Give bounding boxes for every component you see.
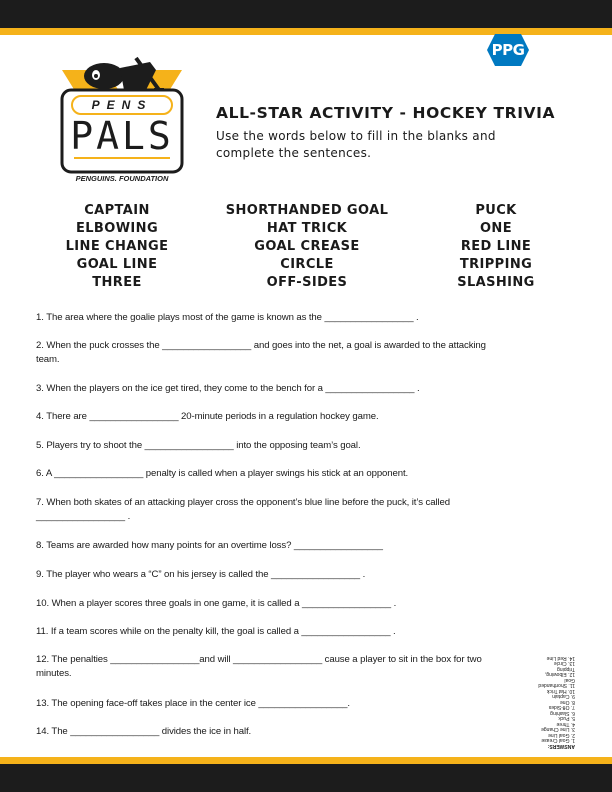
word-bank-item: OFF-SIDES — [266, 275, 348, 290]
question-7: 7. When both skates of an attacking player cross the opponent’s blue line before the puck, it’s called _________________ . — [36, 497, 450, 522]
answer-item: 5. Puck — [558, 715, 575, 722]
question-11: 11. If a team scores while on the penalty kill, the goal is called a _________________ . — [36, 626, 396, 637]
answer-item: 13. Circle — [553, 660, 575, 667]
answer-item: 1. Goal Crease — [541, 737, 575, 744]
word-bank-item: HAT TRICK — [266, 221, 348, 236]
question-5: 5. Players try to shoot the _________________ into the opposing team’s goal. — [36, 440, 361, 451]
question-8: 8. Teams are awarded how many points for an overtime loss? _________________ — [36, 540, 383, 551]
ppg-logo-text: PPG — [491, 41, 525, 59]
word-bank-item: CAPTAIN — [84, 203, 150, 218]
logo-pals-text: PALS — [70, 114, 174, 158]
word-bank-item: THREE — [92, 275, 142, 290]
word-bank-column-1 — [52, 202, 182, 292]
pens-pals-logo — [58, 54, 186, 188]
word-bank-column-3 — [446, 202, 546, 292]
answer-item: 14. Red Line — [546, 655, 575, 661]
answer-item: 11. Shorthanded Goal — [538, 677, 575, 689]
word-bank-item: SHORTHANDED GOAL — [225, 203, 389, 218]
footer-bar — [0, 764, 612, 792]
word-bank-item: GOAL CREASE — [254, 239, 360, 254]
answer-item: 7. Off-Sides — [548, 704, 575, 711]
page-title: ALL-STAR ACTIVITY - HOCKEY TRIVIA — [216, 104, 556, 122]
word-bank-item: LINE CHANGE — [65, 239, 169, 254]
question-12: 12. The penalties _________________and will _________________ cause a player to sit in the box for two minutes. — [36, 654, 482, 679]
logo-pens-text: PENS — [91, 98, 153, 112]
answer-item: 9. Captain — [552, 693, 575, 700]
logo-foundation-text: PENGUINS. FOUNDATION — [75, 174, 169, 183]
answer-item: 6. Slashing — [550, 710, 575, 716]
question-1: 1. The area where the goalie plays most of the game is known as the _________________ . — [36, 312, 419, 323]
answer-item: 12. Elbowing, Tripping — [544, 666, 575, 678]
word-bank-item: SLASHING — [457, 275, 535, 290]
word-bank-item: CIRCLE — [280, 257, 334, 272]
question-6: 6. A _________________ penalty is called when a player swings his stick at an opponent. — [36, 468, 409, 479]
word-bank-item: TRIPPING — [459, 257, 533, 272]
question-10: 10. When a player scores three goals in one game, it is called a _________________ . — [36, 598, 397, 609]
page-subtitle: Use the words below to fill in the blanks and complete the sentences. — [216, 129, 496, 160]
word-bank-item: PUCK — [475, 203, 517, 218]
question-3: 3. When the players on the ice get tired, they come to the bench for a _________________ . — [36, 383, 420, 394]
word-bank-column-2 — [222, 202, 392, 292]
ppg-logo — [487, 34, 529, 66]
header-bar — [0, 0, 612, 28]
question-9: 9. The player who wears a “C” on his jersey is called the _________________ . — [36, 569, 366, 580]
word-bank-item: ELBOWING — [75, 221, 159, 236]
question-4: 4. There are _________________ 20-minute periods in a regulation hockey game. — [36, 411, 379, 422]
question-2: 2. When the puck crosses the _________________ and goes into the net, a goal is awarded to the attacking team. — [36, 340, 486, 365]
question-13: 13. The opening face-off takes place in the center ice _________________. — [36, 698, 350, 709]
word-bank-item: ONE — [479, 221, 512, 236]
answer-key-title: ANSWERS: — [547, 743, 575, 749]
word-bank-item: GOAL LINE — [76, 257, 158, 272]
answer-item: 10. Hat Trick — [546, 688, 575, 694]
question-14: 14. The _________________ divides the ice in half. — [36, 726, 252, 737]
answer-key — [531, 638, 575, 748]
answer-item: 3. Line Change — [541, 726, 575, 733]
answer-item: 4. Three — [556, 721, 575, 727]
answer-item: 2. Goal Line — [548, 732, 575, 738]
word-bank-item: RED LINE — [460, 239, 532, 254]
answer-item: 8. One — [559, 699, 575, 705]
footer-stripe — [0, 757, 612, 764]
